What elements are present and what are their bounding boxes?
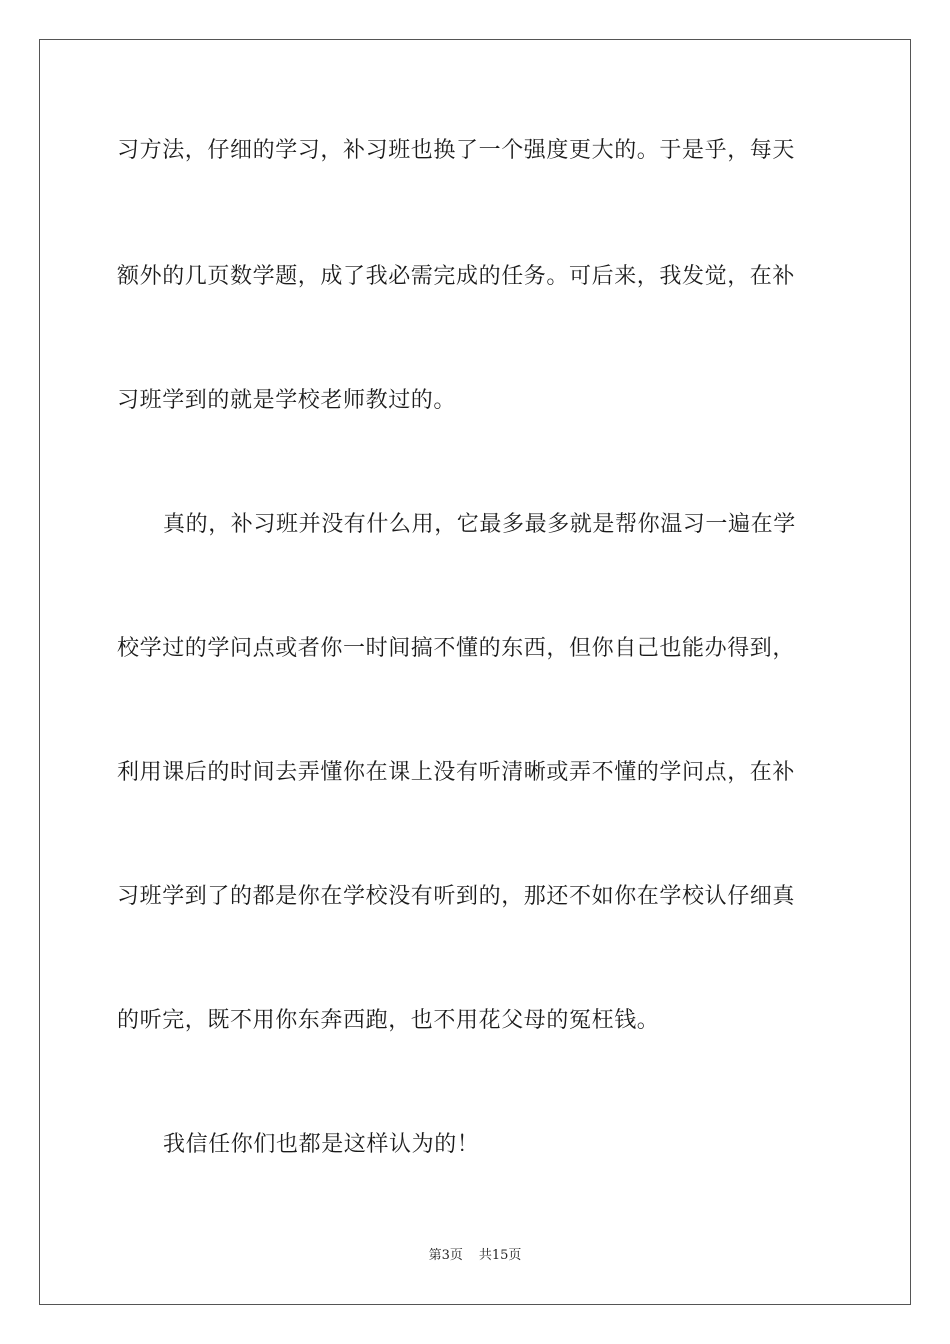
text-line-1: 习方法，仔细的学习，补习班也换了一个强度更大的。于是乎，每天 xyxy=(117,138,796,163)
paragraph-start-line: 真的，补习班并没有什么用，它最多最多就是帮你温习一遍在学 xyxy=(163,512,796,537)
page-number: 第3页 xyxy=(428,1248,463,1263)
page-footer xyxy=(0,1247,950,1265)
text-line-5: 校学过的学问点或者你一时间搞不懂的东西，但你自己也能办得到， xyxy=(117,636,796,661)
text-line-8: 的听完，既不用你东奔西跑，也不用花父母的冤枉钱。 xyxy=(117,1008,660,1033)
page-border xyxy=(39,39,911,1305)
text-line-2: 额外的几页数学题，成了我必需完成的任务。可后来，我发觉，在补 xyxy=(117,264,796,289)
text-line-6: 利用课后的时间去弄懂你在课上没有听清晰或弄不懂的学问点，在补 xyxy=(117,760,796,785)
page-total: 共15页 xyxy=(478,1248,522,1263)
text-line-7: 习班学到了的都是你在学校没有听到的，那还不如你在学校认仔细真 xyxy=(117,884,796,909)
paragraph-start-line: 我信任你们也都是这样认为的！ xyxy=(163,1132,480,1157)
text-line-3: 习班学到的就是学校老师教过的。 xyxy=(117,388,457,413)
